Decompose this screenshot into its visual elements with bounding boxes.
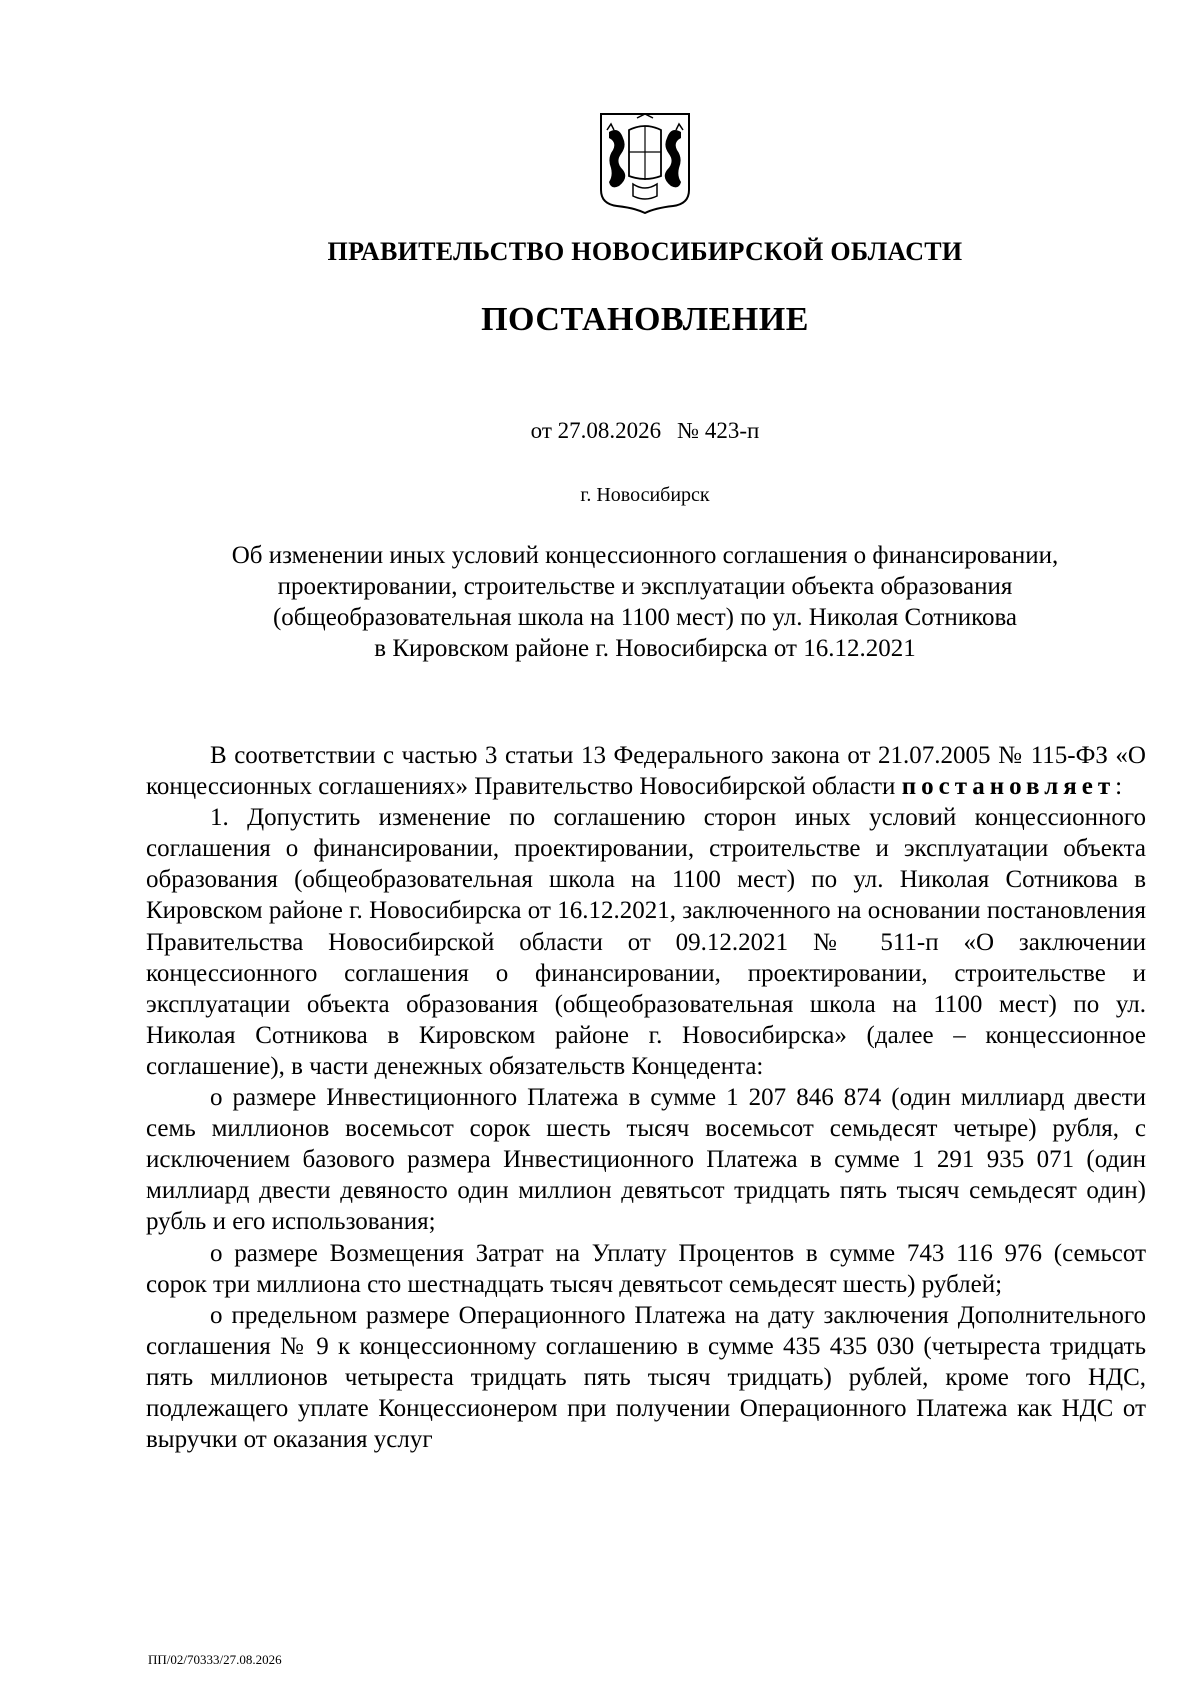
subject-line: (общеобразовательная школа на 1100 мест) по ул. Николая Сотникова <box>272 604 1018 631</box>
operational-payment-paragraph: о предельном размере Операционного Платежа на дату заключения Дополнительного соглашения № 9 к концессионному соглашению в сумме 435 435 030 (четыреста тридцать пять миллионов четыреста тридцать пять тысяч тридцать) рублей, кроме того НДС, подлежащего уплате Концессионером при получении Операционного Платежа как НДС от выручки от оказания услуг <box>146 1301 1146 1454</box>
document-city: г. Новосибирск <box>580 484 710 506</box>
document-body <box>146 740 1146 1455</box>
intro-text: В соответствии с частью 3 статьи 13 Федерального закона от 21.07.2005 № 115-ФЗ «О концессионных соглашениях» Правительство Новосибирской области <box>146 742 1146 801</box>
subject-line: Об изменении иных условий концессионного соглашения о финансировании, <box>231 542 1059 569</box>
interest-compensation-paragraph: о размере Возмещения Затрат на Уплату Процентов в сумме 743 116 976 (семьсот сорок три миллиона сто шестнадцать тысяч девятьсот семьдесят шесть) рублей; <box>146 1239 1146 1298</box>
decree-colon: : <box>1115 773 1123 801</box>
investment-payment-paragraph: о размере Инвестиционного Платежа в сумме 1 207 846 874 (один миллиард двести семь миллионов восемьсот сорок шесть тысяч восемьсот семьдесят четыре) рубля, с исключением базового размера Инвестиционного Платежа в сумме 1 291 935 071 (один миллиард двести девяносто один миллион девятьсот тридцать пять тысяч семьдесят один) рубль и его использования; <box>146 1084 1146 1236</box>
item-1-paragraph: 1. Допустить изменение по соглашению сторон иных условий концессионного соглашения о финансировании, проектировании, строительстве и эксплуатации объекта образования (общеобразовательная школа на 1100 мест) по ул. Николая Сотникова в Кировском районе г. Новосибирска от 16.12.2021, заключенного на основании постановления Правительства Новосибирской области от 09.12.2021 № 511-п «О заключении концессионного соглашения о финансировании, проектировании, строительстве и эксплуатации объекта образования (общеобразовательная школа на 1100 мест) по ул. Николая Сотникова в Кировском районе г. Новосибирска» (далее – концессионное соглашение), в части денежных обязательств Концедента: <box>146 804 1146 1080</box>
subject-line: в Кировском районе г. Новосибирска от 16.12.2021 <box>374 635 916 662</box>
document-subject <box>150 540 1140 664</box>
organization-title: ПРАВИТЕЛЬСТВО НОВОСИБИРСКОЙ ОБЛАСТИ <box>327 237 963 266</box>
subject-line: проектировании, строительстве и эксплуатации объекта образования <box>277 573 1013 600</box>
document-type: ПОСТАНОВЛЕНИЕ <box>481 301 809 338</box>
document-number: № 423-п <box>677 418 760 443</box>
decree-word: постановляет <box>901 773 1116 801</box>
document-footer-code: ПП/02/70333/27.08.2026 <box>148 1652 282 1667</box>
intro-paragraph <box>146 740 1146 802</box>
document-date: от 27.08.2026 <box>530 418 662 443</box>
coat-of-arms-icon <box>599 112 691 214</box>
document-date-number <box>0 418 1200 444</box>
